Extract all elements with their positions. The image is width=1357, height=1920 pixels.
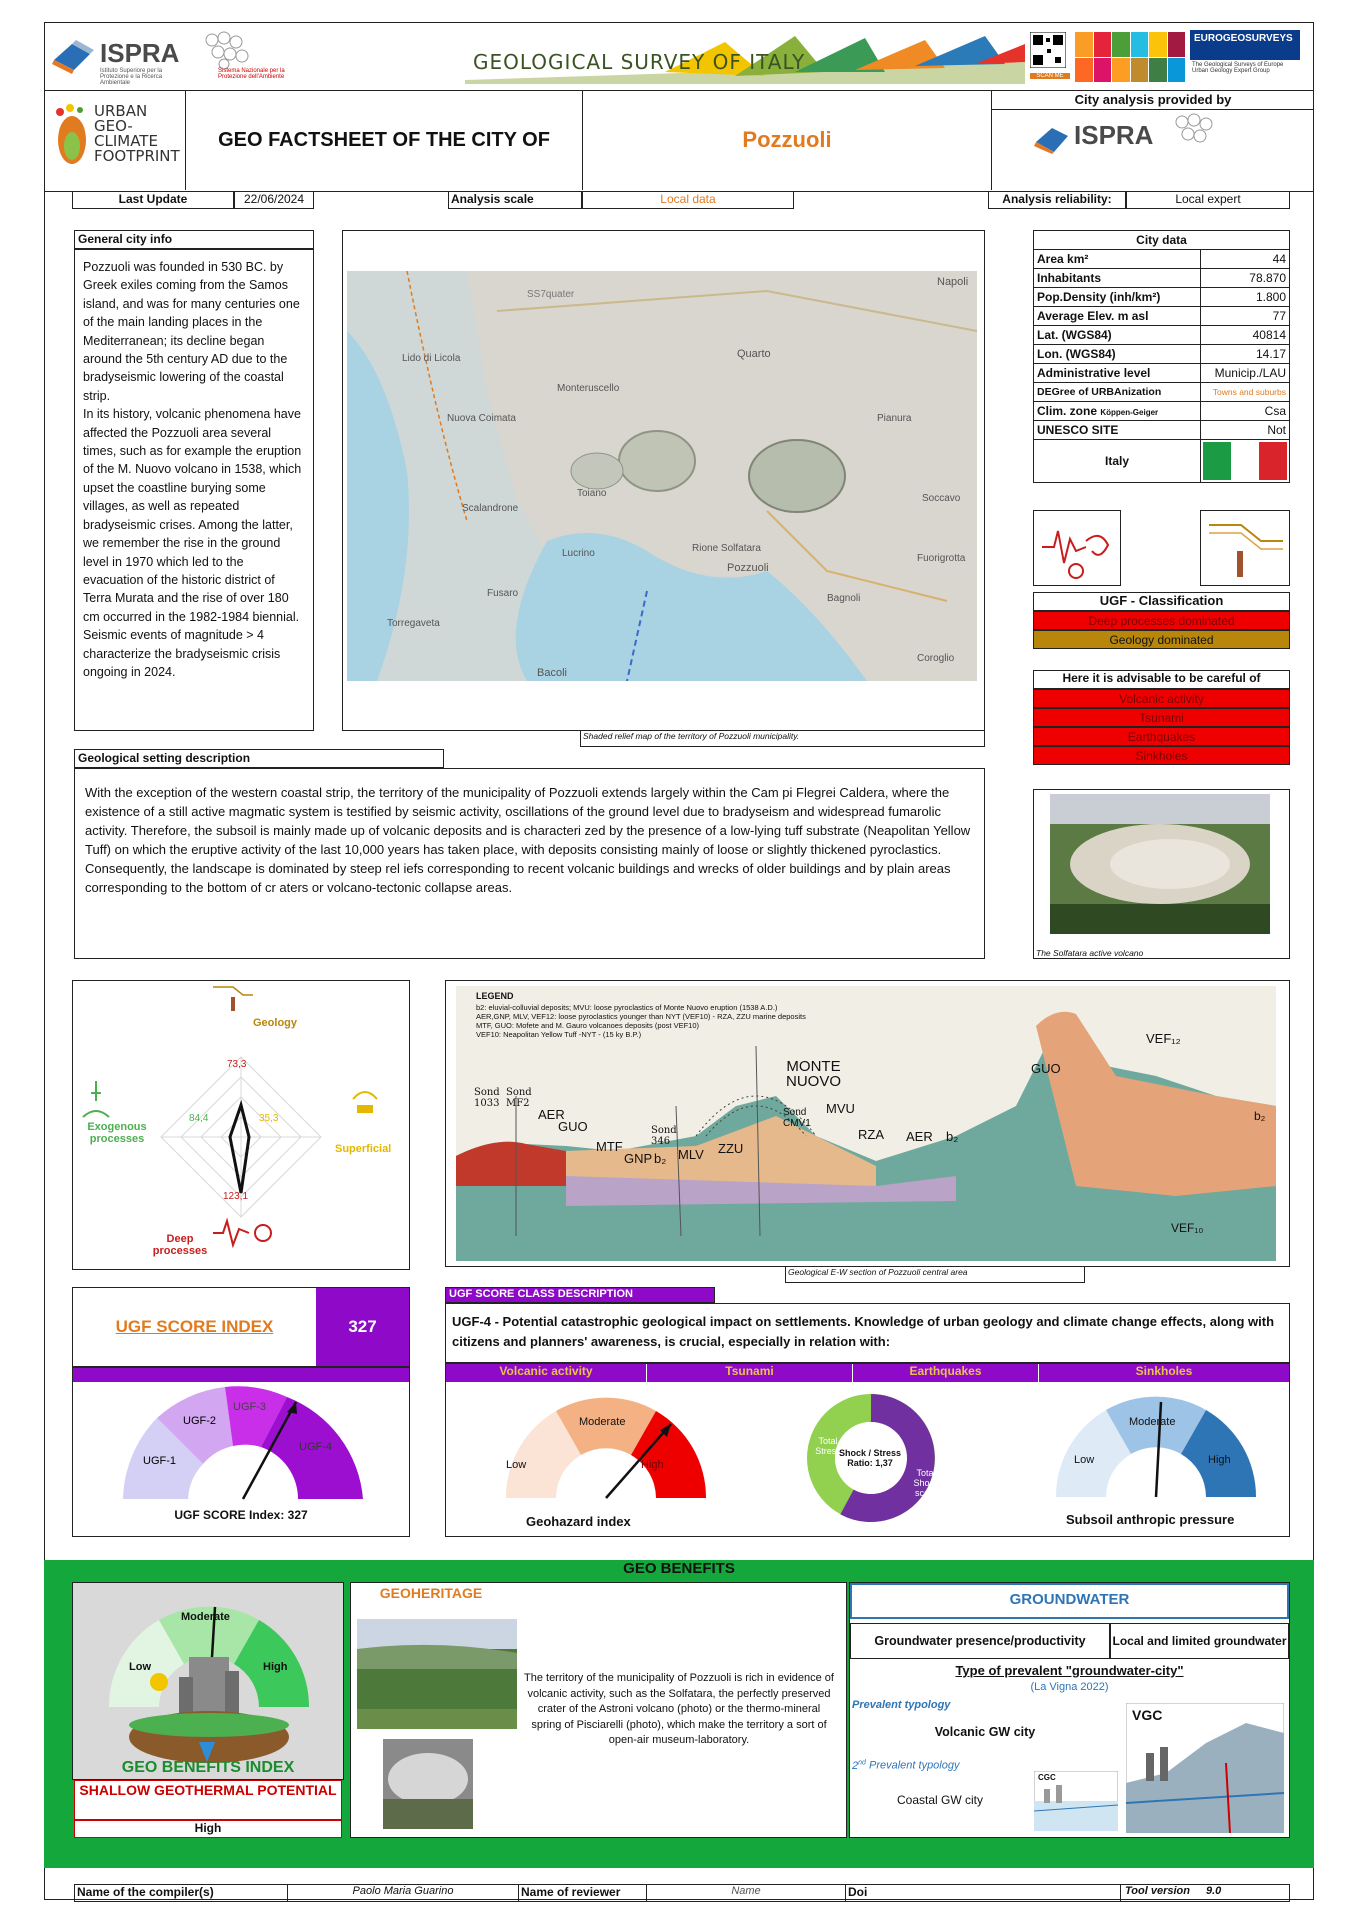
groundwater-box — [849, 1582, 1290, 1838]
legend-line-1: b2: eluvial-colluvial deposits; MVU: loose pyroclastics of Monte Nuovo eruption (1538 A.D.) — [476, 1003, 778, 1012]
doi-label: Doi — [846, 1885, 1121, 1901]
prevalent-value: Volcanic GW city — [934, 1725, 1036, 1739]
cd-val-7: Towns and suburbs — [1201, 383, 1290, 402]
radar-superficial-label: Superficial — [335, 1143, 392, 1155]
sondcb-label: CMV1 — [783, 1118, 811, 1129]
geoheritage-text: The territory of the municipality of Pozzuoli is rich in evidence of volcanic activity, such as the Solfatara, the perfectly preserved crater of the Astroni volcano (photo) or the thermo-mineral spring of Pisciarelli (photo), which make the territory a sort of open-air museum-laboratory. — [524, 1672, 834, 1746]
snpa-logo — [200, 30, 300, 86]
donut-center-label: Shock / Stress Ratio: 1,37 — [838, 1448, 902, 1468]
score-gauge-bar — [73, 1368, 409, 1382]
ugf3-label: UGF-3 — [233, 1401, 266, 1413]
geohazard-label: Geohazard index — [526, 1514, 631, 1529]
cd-val-9: Not — [1201, 421, 1290, 440]
donut-shock-label: Total Shock score — [913, 1468, 939, 1498]
cd-key-3: Average Elev. m asl — [1034, 307, 1201, 326]
city-data-title: City data — [1034, 231, 1290, 250]
cd-val-2: 1.800 — [1201, 288, 1290, 307]
map-caption: Shaded relief map of the territory of Pozzuoli municipality. — [580, 731, 985, 747]
aer-label: AER — [538, 1107, 565, 1122]
section-box — [445, 980, 1290, 1267]
mlv-label: MLV — [678, 1147, 704, 1162]
map-place-10: Scalandrone — [462, 503, 519, 514]
sond3b-label: 346 — [651, 1136, 671, 1147]
reviewer-name: Name — [647, 1885, 846, 1901]
last-update-value: 22/06/2024 — [234, 191, 314, 209]
map-place-2: Napoli — [937, 276, 969, 288]
qr-code[interactable] — [1030, 32, 1070, 82]
reviewer-label: Name of reviewer — [519, 1885, 647, 1901]
radar-val-left: 84,4 — [189, 1113, 209, 1124]
sond2-label: Sond — [506, 1087, 532, 1098]
hazards-bar — [446, 1364, 1289, 1382]
cd-key-8b: Köppen-Geiger — [1100, 408, 1159, 417]
prevalent2-value: Coastal GW city — [896, 1793, 983, 1807]
radar-exogenous-label: Exogenous processes — [87, 1121, 147, 1145]
class-desc-text: UGF-4 - Potential catastrophic geological impact on settlements. Knowledge of urban geology and climate change effects, along with citizens and planners' awareness, is crucial, especially in relation with: — [445, 1303, 1290, 1363]
score-value: 327 — [316, 1288, 409, 1366]
groundwater-presence-label: Groundwater presence/productivity — [850, 1623, 1110, 1659]
mvu-label: MVU — [826, 1101, 855, 1116]
geo-setting-title: Geological setting description — [74, 749, 444, 768]
prevalent-label: Prevalent typology — [852, 1699, 951, 1711]
subsoil-high: High — [1208, 1454, 1231, 1466]
cd-val-6: Municip./LAU — [1201, 364, 1290, 383]
score-title: UGF SCORE INDEX — [115, 1317, 274, 1336]
reliability-value: Local expert — [1126, 191, 1290, 209]
geohazard-moderate: Moderate — [579, 1416, 626, 1428]
sond2b-label: MF2 — [506, 1098, 530, 1109]
cd-val-3: 77 — [1201, 307, 1290, 326]
guo-label: GUO — [558, 1119, 588, 1134]
hazard-sinkholes: Sinkholes — [1135, 1364, 1193, 1378]
map-place-5: Monteruscello — [557, 383, 620, 394]
gw-type-title: Type of prevalent "groundwater-city" — [955, 1663, 1184, 1678]
radar-val-bottom: 123,1 — [223, 1191, 249, 1202]
sond1-label: Sond — [474, 1087, 500, 1098]
seismic-icon — [1033, 510, 1121, 586]
city-name: Pozzuoli — [742, 127, 832, 152]
reliability-label: Analysis reliability: — [988, 191, 1126, 209]
map-place-18: Bacoli — [537, 667, 567, 679]
sondc-label: Sond — [783, 1107, 807, 1118]
egs-title: EUROGEOSURVEYS — [1194, 33, 1293, 44]
ugf-class-title: UGF - Classification — [1033, 592, 1290, 611]
shallow-geothermal-value: High — [74, 1820, 342, 1838]
geohazard-high: High — [641, 1459, 664, 1471]
cd-val-1: 78.870 — [1201, 269, 1290, 288]
b2b-label: b₂ — [946, 1129, 959, 1144]
sond1b-label: 1033 — [474, 1098, 500, 1109]
cd-key-1: Inhabitants — [1034, 269, 1201, 288]
careful-tsunami: Tsunami — [1033, 708, 1290, 727]
hazard-earthquakes: Earthquakes — [853, 1364, 1039, 1382]
radar-deep-label: Deep processes — [152, 1233, 208, 1257]
careful-volcanic: Volcanic activity — [1033, 689, 1290, 708]
solfatara-caption: The Solfatara active volcano — [1036, 948, 1144, 958]
map-place-8: Toiano — [577, 488, 607, 499]
sond3-label: Sond — [651, 1125, 677, 1136]
pisciarelli-photo — [383, 1739, 473, 1829]
general-text: Pozzuoli was founded in 530 BC. by Greek exiles coming from the Samos island, and was for many centuries one of the main landing places in the Mediterranean; its decline began around the 5th century AD due to the bradyseismic lowering of the coastal strip. In its history, volcanic phenomena have affected the Pozzuoli area several times, such as for example the eruption of the M. Nuovo volcano in 1538, which upset the coastline burying some villages, as well as repeated bradyseismic crises. Among the latter, we remember the rise in the ground level in 1970 which led to the evacuation of the historic district of Terra Murata and the rise of over 180 cm occurred in the 1982-1984 biennial. Seismic events of magnitude > 4 characterize the bradyseismic crisis ongoing in 2024. — [74, 249, 314, 731]
snpa-text: Sistema Nazionale per la Protezione dell'Ambiente — [218, 68, 285, 80]
cd-key-8: Clim. zone — [1037, 404, 1098, 418]
last-update-label: Last Update — [72, 191, 234, 209]
geology-icon — [1200, 510, 1290, 586]
sond-1033 — [474, 1087, 500, 1109]
hazards-box — [445, 1363, 1290, 1537]
radar-box — [72, 980, 410, 1270]
b2c-label: b₂ — [1254, 1109, 1266, 1123]
cd-key-9: UNESCO SITE — [1034, 421, 1201, 440]
scale-label: Analysis scale — [448, 191, 582, 209]
ispra-text: ISPRA — [100, 38, 180, 68]
banner-title: GEOLOGICAL SURVEY OF ITALY — [473, 50, 806, 74]
prevalent2-label: 2nd Prevalent typology — [852, 1759, 960, 1772]
map-place-3: Lido di Licola — [402, 353, 461, 364]
cgc-label: CGC — [1038, 1773, 1056, 1782]
benefits-high: High — [263, 1661, 288, 1673]
geohazard-low: Low — [506, 1459, 527, 1471]
superficial-icon — [353, 1092, 377, 1113]
map-place-1: SS7quater — [527, 289, 575, 300]
cd-key-5: Lon. (WGS84) — [1034, 345, 1201, 364]
tool-version-label: Tool version — [1125, 1885, 1190, 1897]
map-place-4: Quarto — [737, 348, 771, 360]
city-data-table — [1033, 230, 1290, 483]
shallow-geothermal-title: SHALLOW GEOTHERMAL POTENTIAL — [74, 1780, 342, 1820]
deep-icon — [213, 1221, 271, 1245]
sond-346 — [651, 1125, 677, 1147]
map-place-12: Lucrino — [562, 548, 595, 559]
egs-group: Urban Geology Expert Group — [1192, 68, 1270, 74]
ugf2-label: UGF-2 — [183, 1415, 216, 1427]
map-place-16: Bagnoli — [827, 593, 861, 604]
nuovo-label: NUOVO — [786, 1073, 842, 1090]
legend-line-3: MTF, GUO: Mofete and M. Gauro volcanoes deposits (post VEF10) — [476, 1021, 700, 1030]
class-desc-title: UGF SCORE CLASS DESCRIPTION — [445, 1287, 715, 1303]
section-caption: Geological E-W section of Pozzuoli central area — [785, 1267, 1085, 1283]
monte-nuovo-label — [786, 1059, 841, 1089]
geoheritage-box — [350, 1582, 847, 1838]
shaded-relief-map[interactable] — [347, 271, 977, 681]
egs-sub: The Geological Surveys of Europe — [1192, 62, 1284, 68]
groundwater-title: GROUNDWATER — [850, 1583, 1289, 1619]
score-gauge-label: UGF SCORE Index: 327 — [174, 1508, 308, 1522]
geology-icon-small — [213, 987, 253, 1011]
astroni-photo — [357, 1619, 517, 1729]
map-place-14: Pozzuoli — [727, 562, 769, 574]
country-name: Italy — [1034, 440, 1201, 483]
cd-val-5: 14.17 — [1201, 345, 1290, 364]
ugf4-label: UGF-4 — [299, 1441, 332, 1453]
sond-mf2 — [506, 1087, 532, 1109]
careful-earthquakes: Earthquakes — [1033, 727, 1290, 746]
tool-version — [1121, 1885, 1289, 1901]
radar-val-top: 73,3 — [227, 1059, 247, 1070]
geoheritage-title: GEOHERITAGE — [379, 1585, 483, 1601]
legend-line-4: VEF10: Neapolitan Yellow Tuff -NYT - (15 ky B.P.) — [476, 1030, 642, 1039]
guo2-label: GUO — [1031, 1061, 1061, 1076]
score-box — [72, 1287, 410, 1367]
subsoil-label: Subsoil anthropic pressure — [1066, 1512, 1235, 1527]
sond-cmv1 — [783, 1107, 811, 1129]
banner — [465, 32, 1025, 84]
section-legend-title: LEGEND — [476, 991, 514, 1001]
legend-line-2: AER,GNP, MLV, VEF12: loose pyroclastics younger than NYT (VEF10) - RZA, ZZU marine deposits — [476, 1012, 806, 1021]
cd-key-2: Pop.Density (inh/km²) — [1034, 288, 1201, 307]
mtf-label: MTF — [596, 1139, 623, 1154]
cd-key-0: Area km² — [1034, 250, 1201, 269]
subsoil-low: Low — [1074, 1454, 1095, 1466]
score-gauge-box — [72, 1367, 410, 1537]
map-place-13: Rione Solfatara — [692, 543, 761, 554]
map-place-9: Soccavo — [922, 493, 961, 504]
footer-row — [74, 1884, 1290, 1902]
geo-setting-text: With the exception of the western coastal strip, the territory of the municipality of Pozzuoli extends largely within the Cam pi Flegrei Caldera, where the existence of a still active magmatic system is testified by seismic activity, oscillations of the ground level due to bradyseism and widespread fumarolic activity. Therefore, the subsoil is mainly made up of volcanic deposits and is characteri zed by the presence of a low-lying tuff substrate (Neapolitan Yellow Tuff) on which the eruptive activity of the last 10,000 years has taken place, with deposits consisting mainly of loose or slightly thickened pyroclastics. Consequently, the landscape is dominated by steep rel iefs corresponding to recent volcanic buildings and wrecks of older buildings and by plain areas corresponding to the bottom of cr aters or volcano-tectonic collapse areas. — [74, 768, 985, 959]
italy-flag — [1203, 442, 1287, 480]
tool-version-value: 9.0 — [1206, 1885, 1222, 1897]
groundwater-presence-value: Local and limited groundwater — [1110, 1623, 1289, 1659]
ugf-score-gauge — [73, 1384, 409, 1504]
factsheet-title: GEO FACTSHEET OF THE CITY OF — [185, 90, 583, 190]
careful-sinkholes: Sinkholes — [1033, 746, 1290, 765]
b2-label: b₂ — [654, 1151, 667, 1166]
compiler-name: Paolo Maria Guarino — [288, 1885, 519, 1901]
monte-label: MONTE — [786, 1058, 841, 1075]
vef12-label: VEF₁₂ — [1146, 1031, 1181, 1046]
benefits-index-title: GEO BENEFITS INDEX — [121, 1759, 295, 1776]
eurogeosurveys-logo — [1190, 30, 1300, 84]
cd-key-7: DEGree of URBAnization — [1034, 383, 1201, 402]
provided-box — [991, 90, 1314, 190]
benefits-title: GEO BENEFITS — [623, 1560, 735, 1577]
rza-label: RZA — [858, 1127, 884, 1142]
cd-val-0: 44 — [1201, 250, 1290, 269]
map-place-17: Torregaveta — [387, 618, 440, 629]
provider-ispra-text: ISPRA — [1074, 120, 1154, 150]
ispra-subtext: Istituto Superiore per la Protezione e la Ricerca Ambientale — [100, 68, 163, 86]
donut-total-label: Total Stress — [815, 1436, 841, 1456]
map-frame — [342, 230, 985, 731]
ugf-class-1: Deep processes dominated — [1033, 611, 1290, 630]
cd-val-8: Csa — [1201, 402, 1290, 421]
section-legend — [476, 1003, 876, 1039]
benefits-gauge-box — [72, 1582, 344, 1780]
ugf1-label: UGF-1 — [143, 1455, 176, 1467]
cd-key-4: Lat. (WGS84) — [1034, 326, 1201, 345]
radar-val-right: 35,3 — [259, 1113, 279, 1124]
scale-value: Local data — [582, 191, 794, 209]
map-place-19: Coroglio — [917, 653, 955, 664]
benefits-moderate: Moderate — [181, 1611, 230, 1623]
prevalent2-label-text: Prevalent typology — [868, 1759, 960, 1772]
general-title: General city info — [74, 230, 314, 249]
vef10-label: VEF₁₀ — [1171, 1221, 1204, 1235]
vgc-label: VGC — [1132, 1707, 1163, 1723]
solfatara-photo — [1050, 794, 1270, 934]
map-place-6: Nuova Coimata — [447, 413, 516, 424]
qr-label: SCAN ME — [1030, 73, 1070, 79]
hazard-tsunami: Tsunami — [647, 1364, 853, 1382]
careful-title: Here it is advisable to be careful of — [1033, 670, 1290, 689]
aer2-label: AER — [906, 1129, 933, 1144]
subsoil-gauge — [1046, 1392, 1266, 1502]
gw-ref: (La Vigna 2022) — [1030, 1681, 1109, 1693]
radar-geology-label: Geology — [253, 1017, 298, 1029]
benefits-low: Low — [129, 1661, 151, 1673]
egs-sub-wrap — [1190, 60, 1304, 88]
subsoil-moderate: Moderate — [1129, 1416, 1176, 1428]
cd-key-6: Administrative level — [1034, 364, 1201, 383]
map-place-11: Fuorigrotta — [917, 553, 966, 564]
geohazard-gauge — [486, 1388, 726, 1508]
provider-snpa-logo — [1172, 112, 1222, 157]
provided-by-label: City analysis provided by — [992, 90, 1314, 110]
ispra-logo — [50, 36, 190, 86]
zzu-label: ZZU — [718, 1141, 744, 1156]
ugf-class-2: Geology dominated — [1033, 630, 1290, 649]
exogenous-icon — [83, 1081, 109, 1117]
compiler-label: Name of the compiler(s) — [75, 1885, 288, 1901]
map-place-7: Pianura — [877, 413, 912, 424]
cd-val-4: 40814 — [1201, 326, 1290, 345]
solfatara-photo-frame — [1033, 789, 1290, 959]
ugcf-logo — [52, 100, 182, 170]
gnp-label: GNP — [624, 1151, 653, 1166]
sdg-icons — [1075, 32, 1185, 82]
ugcf-logo-text: URBAN GEO-CLIMATE FOOTPRINT — [94, 102, 180, 165]
hazard-volcanic: Volcanic activity — [446, 1364, 647, 1382]
map-place-15: Fusaro — [487, 588, 519, 599]
